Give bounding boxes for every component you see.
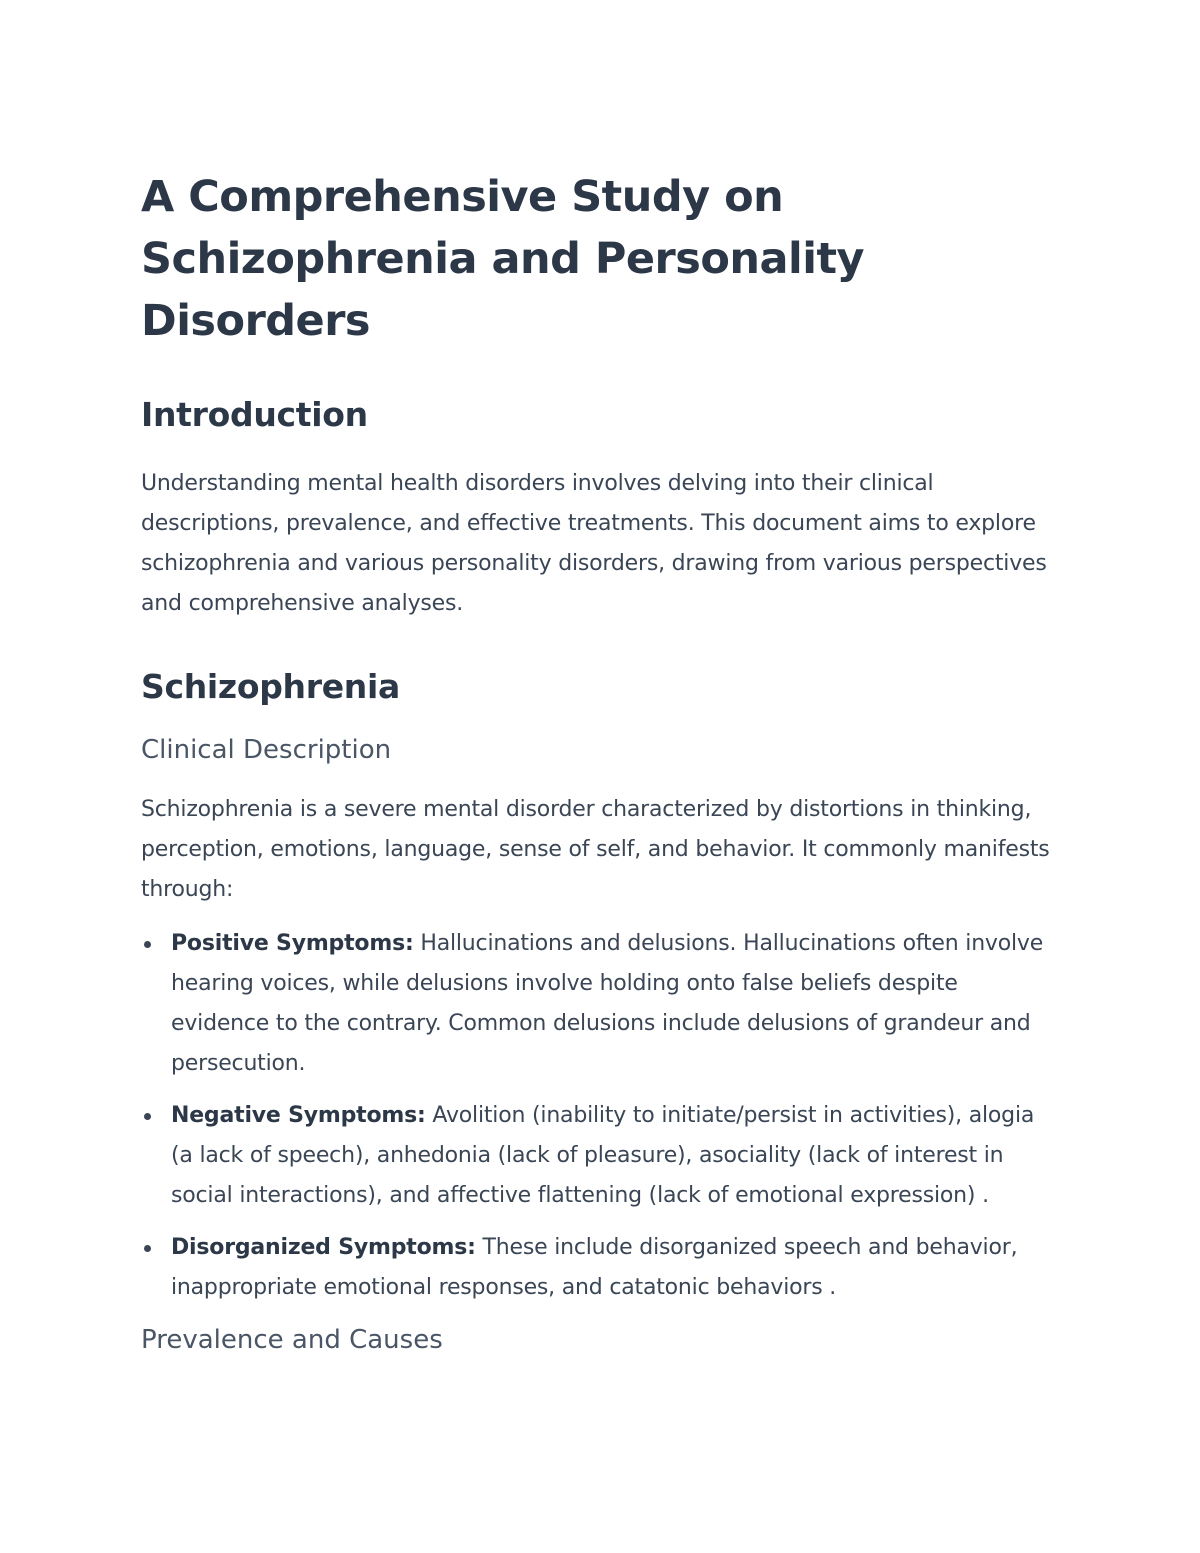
bullet-icon [144,1245,151,1252]
symptom-text: Avolition (inability to initiate/persist in activities), alogia (a lack of speech), anhedonia (lack of pleasure), asociality (lack of interest in social interactions), and affective flattening (lack of emotional expression) . [171,1103,1035,1208]
symptom-term: Positive Symptoms: [171,931,414,956]
symptom-text: These include disorganized speech and behavior, inappropriate emotional responses, and catatonic behaviors . [171,1235,1018,1300]
introduction-paragraph: Understanding mental health disorders involves delving into their clinical descriptions, prevalence, and effective treatments. This document aims to explore schizophrenia and various personality disorders, drawing from various perspectives and comprehensive analyses. [141,471,1047,616]
schizophrenia-heading: Schizophrenia [141,667,400,706]
bullet-icon [144,941,151,948]
clinical-description-heading: Clinical Description [141,735,392,765]
symptom-term: Disorganized Symptoms: [171,1235,476,1260]
list-item-positive-symptoms [141,924,1060,1084]
introduction-heading: Introduction [141,395,368,434]
list-item-negative-symptoms [141,1096,1060,1216]
introduction-section [141,392,1060,624]
prevalence-causes-heading: Prevalence and Causes [141,1325,443,1355]
clinical-description-paragraph: Schizophrenia is a severe mental disorder characterized by distortions in thinking, perception, emotions, language, sense of self, and behavior. It commonly manifests through: [141,797,1050,902]
list-item-disorganized-symptoms [141,1228,1060,1308]
symptom-text: Hallucinations and delusions. Hallucinations often involve hearing voices, while delusions involve holding onto false beliefs despite evidence to the contrary. Common delusions include delusions of grandeur and persecution. [171,931,1044,1076]
bullet-icon [144,1113,151,1120]
symptom-list [141,924,1060,1308]
symptom-term: Negative Symptoms: [171,1103,426,1128]
document-title: A Comprehensive Study on Schizophrenia and Personality Disorders [141,172,865,346]
schizophrenia-section [141,664,1060,1360]
